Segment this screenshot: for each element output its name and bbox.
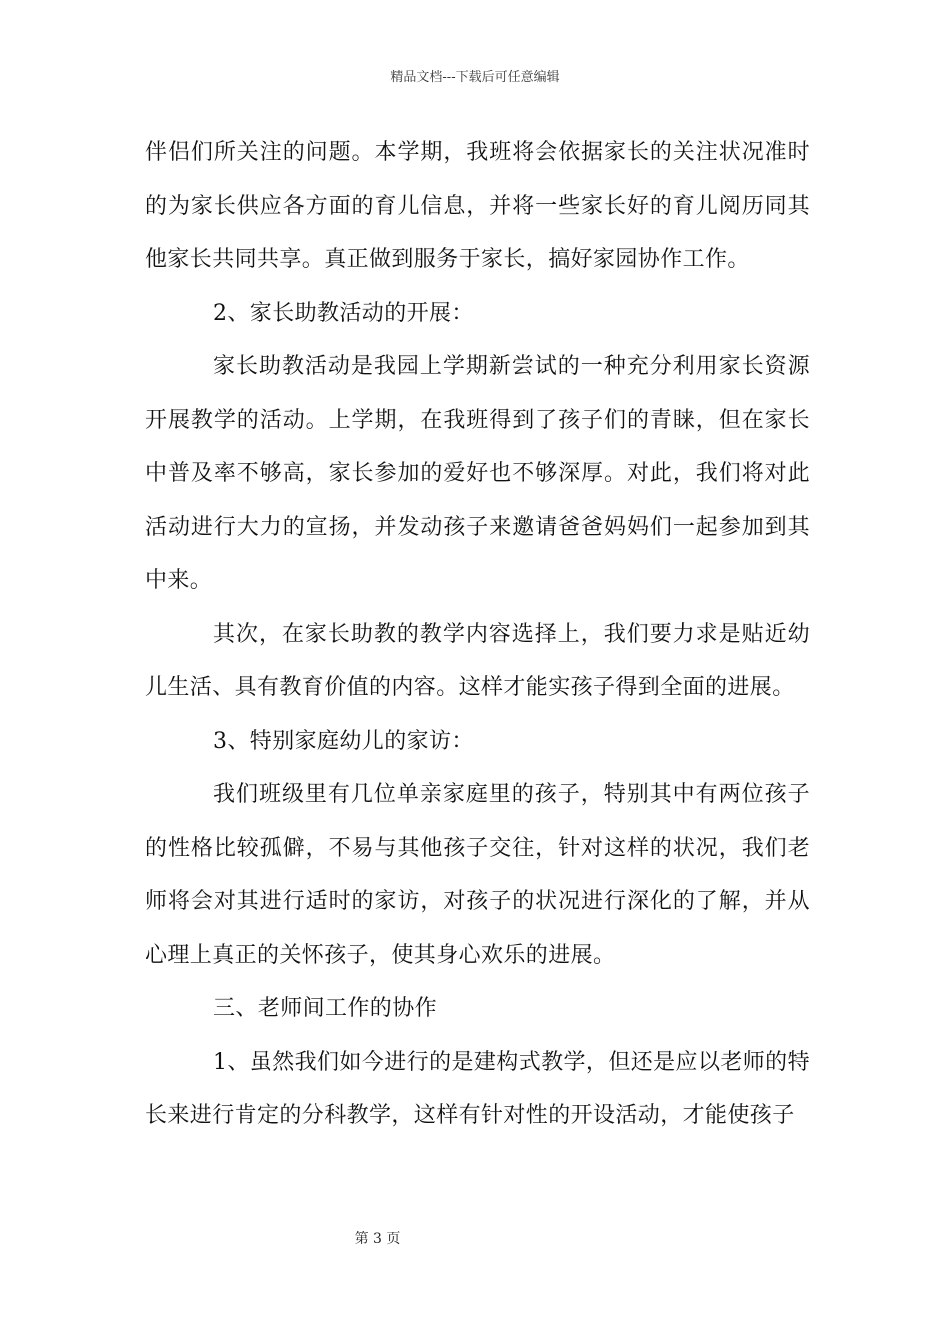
document-body xyxy=(145,126,810,1143)
paragraph-1: 伴侣们所关注的问题。本学期，我班将会依据家长的关注状况准时的为家长供应各方面的育儿信息，并将一些家长好的育儿阅历同其他家长共同共享。真正做到服务于家长，搞好家园协作工作。 xyxy=(145,140,810,272)
paragraph-5: 3、特别家庭幼儿的家访： xyxy=(213,728,474,754)
paragraph-8: 1、虽然我们如今进行的是建构式教学，但还是应以老师的特长来进行肯定的分科教学，这样有针对性的开设活动，才能使孩子 xyxy=(145,1049,810,1128)
paragraph-2: 2、家长助教活动的开展： xyxy=(213,300,474,326)
paragraph-4: 其次，在家长助教的教学内容选择上，我们要力求是贴近幼儿生活、具有教育价值的内容。这样才能实孩子得到全面的进展。 xyxy=(145,621,810,700)
paragraph-3: 家长助教活动是我园上学期新尝试的一种充分利用家长资源开展教学的活动。上学期，在我班得到了孩子们的青睐，但在家长中普及率不够高，家长参加的爱好也不够深厚。对此，我们将对此活动进行大力的宣扬，并发动孩子来邀请爸爸妈妈们一起参加到其中来。 xyxy=(145,354,810,593)
page-number: 第 3 页 xyxy=(354,1231,401,1247)
page-header: 精品文档---下载后可任意编辑 xyxy=(390,70,560,85)
paragraph-6: 我们班级里有几位单亲家庭里的孩子，特别其中有两位孩子的性格比较孤僻，不易与其他孩子交往，针对这样的状况，我们老师将会对其进行适时的家访，对孩子的状况进行深化的了解，并从心理上真正的关怀孩子，使其身心欢乐的进展。 xyxy=(145,782,810,968)
paragraph-7: 三、老师间工作的协作 xyxy=(213,996,438,1021)
